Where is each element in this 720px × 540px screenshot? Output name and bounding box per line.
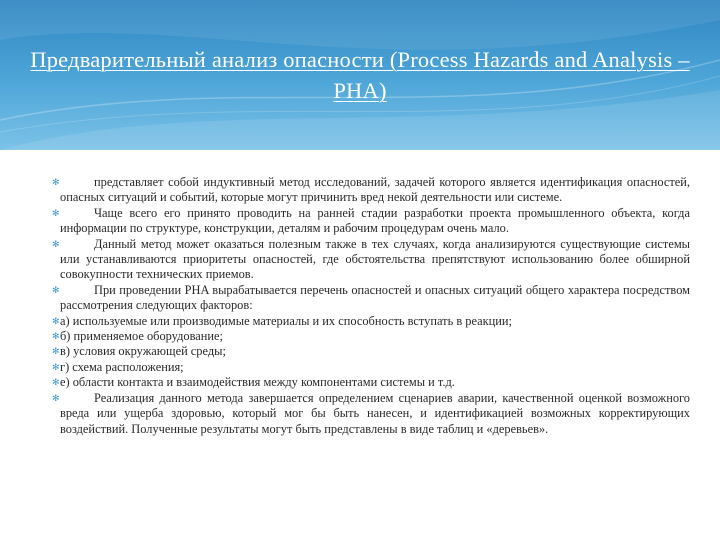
page-title: Предварительный анализ опасности (Process Hazards and Analysis – PHA) [30,47,690,103]
asterisk-bullet-icon: ✻ [52,392,60,403]
list-item-text: в) условия окружающей среды; [60,344,226,359]
list-item-text: Данный метод может оказаться полезным также в тех случаях, когда анализируются существующие системы или устанавливаются приоритеты опасностей, где обстоятельства препятствуют использованию более обширной совокупности технических приемов. [60,236,690,282]
title-banner [0,0,720,150]
list-item-text: представляет собой индуктивный метод исследований, задачей которого является идентификация опасностей, опасных ситуаций и событий, которые могут причинить вред некой деятельности или системе. [60,175,690,205]
list-item [52,329,690,344]
list-item [52,313,690,329]
list-item [52,375,690,390]
list-item-text: г) схема расположения; [60,359,184,374]
asterisk-bullet-icon: ✻ [52,331,60,342]
list-item-text: При проведении PHA вырабатывается перечень опасностей и опасных ситуаций общего характера посредством рассмотрения следующих факторов: [60,282,690,313]
asterisk-bullet-icon: ✻ [52,346,60,357]
list-item [52,236,690,283]
list-item [52,175,690,206]
list-item-text: Чаще всего его принято проводить на ранней стадии разработки проекта промышленного объекта, когда информации по структуре, конструкции, деталям и рабочим процедурам очень мало. [60,205,690,236]
asterisk-bullet-icon: ✻ [52,315,60,326]
list-item-text: а) используемые или производимые материалы и их способность вступать в реакции; [60,313,512,328]
asterisk-bullet-icon: ✻ [52,284,60,295]
asterisk-bullet-icon: ✻ [52,361,60,372]
list-item [52,282,690,314]
bullet-list [52,175,690,437]
asterisk-bullet-icon: ✻ [52,238,60,249]
list-item-text: б) применяемое оборудование; [60,329,223,344]
asterisk-bullet-icon: ✻ [52,177,60,187]
list-item [52,205,690,237]
list-item-text: е) области контакта и взаимодействия между компонентами системы и т.д. [60,375,455,390]
asterisk-bullet-icon: ✻ [52,207,60,218]
list-item-text: Реализация данного метода завершается определением сценариев аварии, качественной оценкой возможного вреда или ущерба здоровью, который мог бы быть нанесен, и идентификацией возможных корректирующих воздействий. Полученные результаты могут быть представлены в виде таблиц и «деревьев». [60,390,690,436]
list-item [52,390,690,437]
list-item [52,359,690,375]
asterisk-bullet-icon: ✻ [52,377,60,388]
list-item [52,344,690,359]
